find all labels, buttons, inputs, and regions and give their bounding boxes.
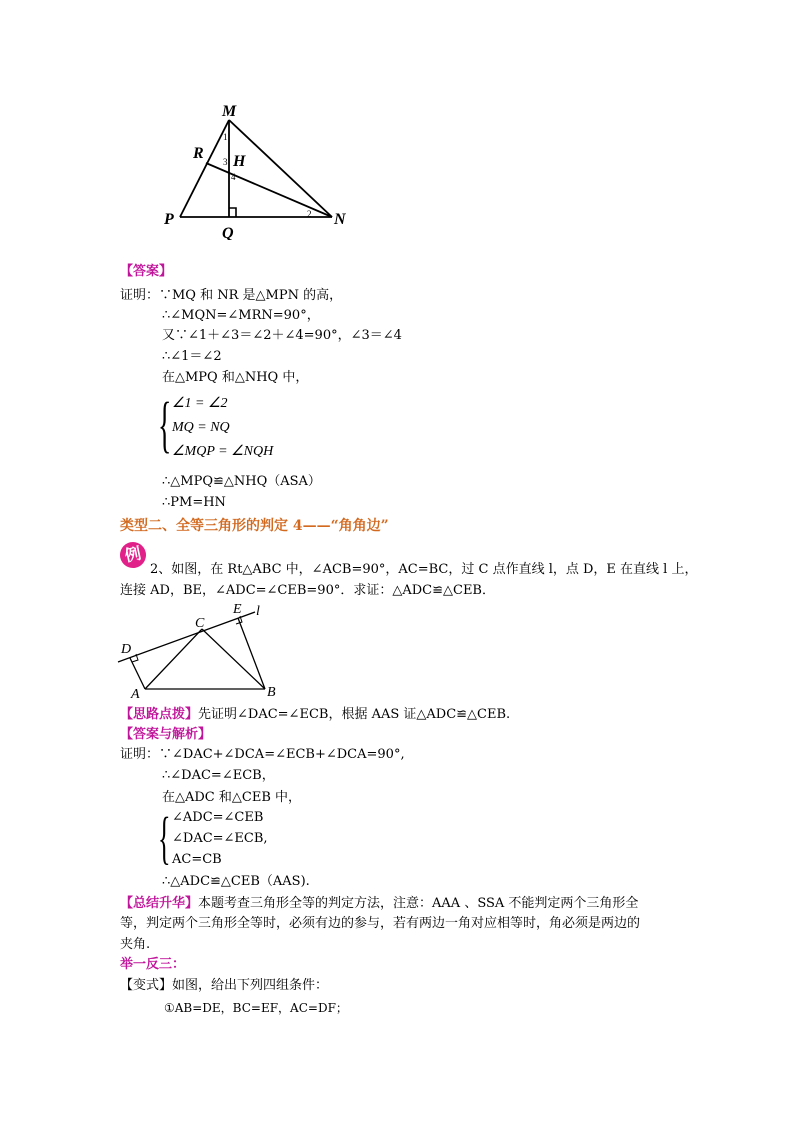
figure-triangle-mpn bbox=[160, 100, 360, 240]
segment-rn bbox=[206, 163, 332, 217]
label-b: B bbox=[267, 685, 276, 700]
label-c: C bbox=[195, 616, 205, 631]
summary-header: 【总结升华】 bbox=[120, 896, 199, 911]
variant-text: 如图，给出下列四组条件： bbox=[172, 978, 329, 993]
angle-label-3: 3 bbox=[223, 157, 228, 167]
system-line: MQ = NQ bbox=[172, 420, 230, 435]
variant-header: 【变式】 bbox=[120, 978, 173, 993]
segment-ac bbox=[145, 629, 202, 689]
example-line: 2、如图，在 Rt△ABC 中，∠ACB=90°，AC=BC，过 C 点作直线 l，点 D，E 在直线 l 上， bbox=[150, 562, 698, 577]
conclusion-line: ∴△MPQ≌△NHQ（ASA） bbox=[162, 474, 321, 489]
system-line: ∠ADC=∠CEB bbox=[172, 810, 264, 825]
summary-row bbox=[120, 895, 638, 913]
hint-header: 【思路点拨】 bbox=[120, 707, 199, 722]
segment-mp bbox=[180, 120, 229, 217]
system-line: ∠MQP = ∠NQH bbox=[172, 444, 274, 459]
label-q: Q bbox=[222, 225, 234, 240]
practice-title: 举一反三： bbox=[120, 957, 186, 972]
example-line: 连接 AD，BE，∠ADC=∠CEB=90°．求证：△ADC≌△CEB． bbox=[120, 583, 495, 598]
angle-label-4: 4 bbox=[231, 172, 236, 182]
label-l: l bbox=[256, 604, 260, 619]
proof-line: ∴∠MQN=∠MRN=90°， bbox=[162, 308, 320, 323]
brace-left: { bbox=[158, 391, 172, 459]
label-p: P bbox=[164, 211, 174, 228]
figure-triangle-abc bbox=[115, 600, 295, 700]
segment-cb bbox=[202, 629, 265, 689]
system-line: ∠1 = ∠2 bbox=[172, 396, 228, 411]
label-h: H bbox=[233, 153, 246, 170]
example-badge: 例 bbox=[118, 540, 149, 571]
segment-ad bbox=[130, 658, 145, 689]
proof-line: 又∵∠1＋∠3＝∠2＋∠4=90°，∠3＝∠4 bbox=[162, 328, 402, 343]
summary-line: 等，判定两个三角形全等时，必须有边的参与，若有两边一角对应相等时，角必须是两边的 bbox=[120, 916, 641, 931]
proof-line: ∴∠DAC=∠ECB， bbox=[162, 768, 275, 783]
label-r: R bbox=[193, 145, 204, 162]
proof-line: ∴∠1＝∠2 bbox=[162, 349, 222, 364]
system-line: ∠DAC=∠ECB, bbox=[172, 831, 268, 846]
segment-eb bbox=[238, 618, 265, 689]
proof-line: 在△ADC 和△CEB 中， bbox=[162, 790, 302, 805]
hint-row bbox=[120, 706, 510, 724]
summary-line: 夹角. bbox=[120, 937, 151, 952]
system-line: AC=CB bbox=[172, 852, 222, 867]
hint-text: 先证明∠DAC=∠ECB，根据 AAS 证△ADC≌△CEB. bbox=[198, 707, 511, 722]
conclusion-line: ∴PM=HN bbox=[162, 495, 226, 510]
label-d: D bbox=[121, 642, 132, 657]
proof-line: 在△MPQ 和△NHQ 中， bbox=[162, 370, 309, 385]
section-title: 类型二、全等三角形的判定 4——“角角边” bbox=[120, 518, 389, 534]
angle-label-2: 2 bbox=[307, 209, 312, 219]
label-e: E bbox=[233, 602, 242, 617]
label-a: A bbox=[131, 687, 140, 700]
answer2-header: 【答案与解析】 bbox=[120, 727, 212, 742]
conclusion-line: ∴△ADC≌△CEB（AAS). bbox=[162, 874, 310, 889]
proof-line: 证明：∵∠DAC+∠DCA=∠ECB+∠DCA=90°, bbox=[120, 747, 405, 762]
summary-text: 本题考查三角形全等的判定方法，注意：AAA 、SSA 不能判定两个三角形全 bbox=[198, 896, 639, 911]
brace-left-2: { bbox=[158, 805, 171, 870]
line-l bbox=[118, 612, 255, 662]
answer-header: 【答案】 bbox=[120, 264, 173, 279]
angle-label-1: 1 bbox=[223, 132, 228, 142]
label-m: M bbox=[222, 103, 237, 120]
label-n: N bbox=[334, 211, 346, 228]
variant-item: ①AB=DE，BC=EF，AC=DF； bbox=[164, 1001, 348, 1015]
right-angle-mark-q bbox=[229, 208, 236, 217]
variant-row bbox=[120, 977, 328, 995]
proof-line: 证明：∵MQ 和 NR 是△MPN 的高， bbox=[120, 288, 343, 303]
